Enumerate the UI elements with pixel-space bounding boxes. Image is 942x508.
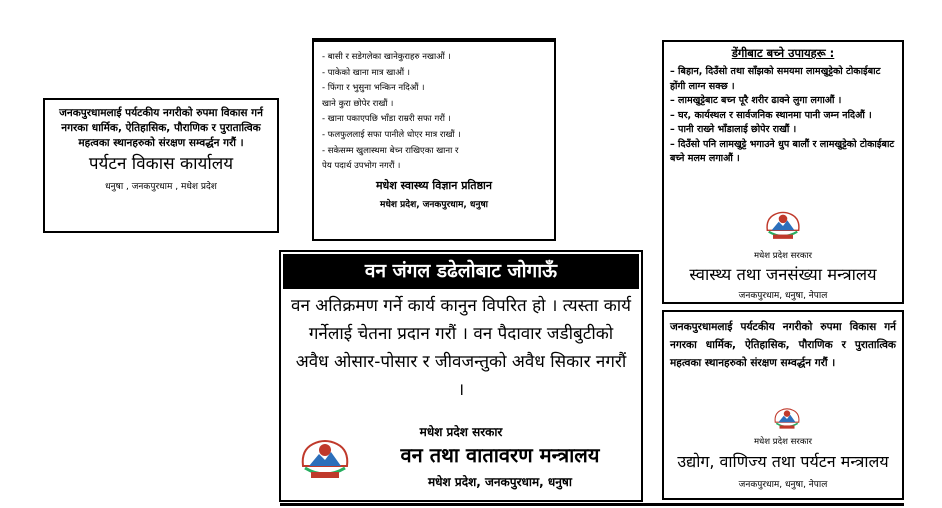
forest-message: वन अतिक्रमण गर्ने कार्य कानुन विपरित हो । त्यस्ता कार्य गर्नेलाई चेतना प्रदान गरौं । वन पैदावार जडीबुटीको अवैध ओसार-पोसार र जीवजन्तुको अवैध सिकार नगरौं ।: [291, 296, 632, 400]
list-item: - फिंगा र भुसुना भन्किन नदिऔं ।: [322, 83, 425, 94]
food-safety-list: [322, 50, 546, 175]
tourism-office-message: जनकपुरधामलाई पर्यटकीय नगरीको रुपमा विकास गर्न नगरका धार्मिक, ऐतिहासिक, पौराणिक र पुरातात्विक महत्वका स्थानहरुको संरक्षण सम्वर्द्धन गरौं ।: [59, 107, 263, 149]
list-item: – लामखुट्टेबाट बच्न पूरै शरीर ढाक्ने लुगा लगाऔं ।: [670, 95, 842, 106]
forest-ministry-name: वन तथा वातावरण मन्त्रालय: [400, 443, 600, 467]
list-item: - फलफुललाई सफा पानीले धोएर मात्र राखौं ।: [322, 129, 461, 140]
health-ministry-name: स्वास्थ्य तथा जनसंख्या मन्त्रालय: [689, 265, 877, 284]
dengue-tips-list: [670, 65, 896, 167]
health-ministry-address: जनकपुरधाम, धनुषा, नेपाल: [738, 291, 828, 301]
industry-ministry-name: उद्योग, वाणिज्य तथा पर्यटन मन्त्रालय: [677, 452, 889, 471]
forest-ministry-address: मधेश प्रदेश, जनकपुरधाम, धनुषा: [428, 475, 572, 489]
list-item: - बासी र सडेगलेका खानेकुराहरु नखाऔं ।: [322, 52, 451, 62]
dengue-title: डेंगीबाट बच्ने उपायहरू :: [731, 46, 835, 60]
madhesh-emblem-icon: [763, 206, 803, 246]
industry-ministry-ad: [662, 310, 904, 500]
health-science-address: मधेश प्रदेश, जनकपुरधाम, धनुषा: [380, 199, 488, 210]
dengue-prevention-ad: [662, 40, 904, 304]
madhesh-emblem-icon: [772, 406, 802, 432]
tourism-office-address: धनुषा , जनकपुरधाम , मधेश प्रदेश: [105, 182, 217, 192]
list-item: – पानी राख्ने भाँडालाई छोपेर राखौं ।: [670, 124, 797, 135]
list-item: पेय पदार्थ उपभोग नगरौं ।: [322, 161, 401, 172]
industry-message: जनकपुरधामलाई पर्यटकीय नगरीको रुपमा विकास गर्न नगरका धार्मिक, ऐतिहासिक, पौराणिक र पुरातात्विक महत्वका स्थानहरुको संरक्षण सम्वर्द्धन गरौं ।: [670, 321, 896, 369]
forest-govt-name: मधेश प्रदेश सरकार: [419, 425, 503, 439]
industry-govt-name: मधेश प्रदेश सरकार: [753, 437, 813, 447]
list-item: खाने कुरा छोपेर राखौं ।: [322, 98, 394, 109]
list-item: - पाकेको खाना मात्र खाऔं ।: [322, 67, 410, 78]
forest-ministry-ad: [279, 250, 643, 502]
page-divider: [280, 503, 904, 506]
tourism-office-name: पर्यटन विकास कार्यालय: [88, 154, 234, 174]
list-item: – दिउँसो पनि लामखुट्टे भगाउने धुप बालौं र लामखुट्टेको टोकाईबाट बच्ने मलम लगाऔं ।: [670, 138, 895, 164]
health-science-ad: [312, 38, 556, 241]
tourism-office-ad: [43, 98, 279, 233]
madhesh-emblem-icon: [297, 436, 353, 484]
list-item: - खाना पकाएपछि भाँडा राम्ररी सफा गरौं ।: [322, 114, 451, 125]
industry-ministry-address: जनकपुरधाम, धनुषा, नेपाल: [738, 480, 828, 490]
health-govt-name: मधेश प्रदेश सरकार: [753, 251, 813, 261]
list-item: - सकेसम्म खुलास्थमा बेच्न राखिएका खाना र: [322, 145, 459, 156]
list-item: – घर, कार्यस्थल र सार्वजनिक स्थानमा पानी जम्न नदिऔं ।: [670, 109, 872, 121]
list-item: – बिहान, दिउँसो तथा साँझको समयमा लामखुट्टेको टोकाईबाट होंगी लाग्न सक्छ ।: [670, 66, 881, 92]
health-science-org: मधेश स्वास्थ्य विज्ञान प्रतिष्ठान: [375, 178, 493, 192]
forest-fire-heading: वन जंगल डढेलोबाट जोगाऊँ: [283, 254, 639, 289]
